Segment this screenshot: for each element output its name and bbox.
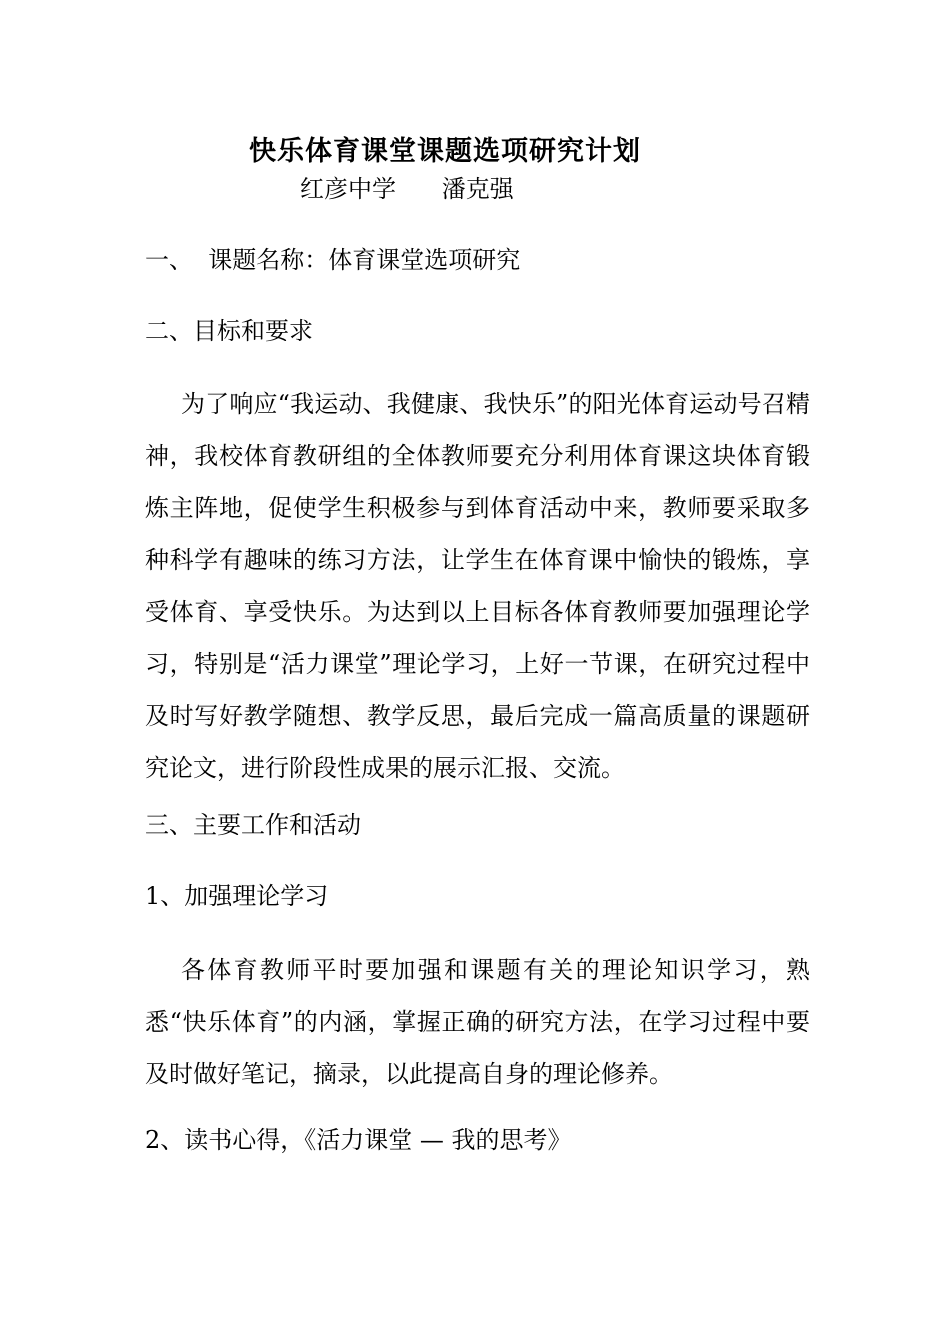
section-heading-1: 一、 课题名称：体育课堂选项研究 bbox=[145, 246, 521, 274]
subsection-item-1: 1、加强理论学习 bbox=[145, 882, 329, 910]
section-heading-2: 二、目标和要求 bbox=[145, 317, 313, 345]
author-line: 红彦中学 潘克强 bbox=[300, 175, 514, 203]
document-title: 快乐体育课堂课题选项研究计划 bbox=[249, 136, 641, 167]
section-heading-3: 三、主要工作和活动 bbox=[145, 811, 361, 839]
subsection-item-2: 2、读书心得，《活力课堂 — 我的思考》 bbox=[145, 1126, 572, 1154]
theory-study-paragraph: 各体育教师平时要加强和课题有关的理论知识学习，熟悉“快乐体育”的内涵，掌握正确的研究方法，在学习过程中要及时做好笔记，摘录，以此提高自身的理论修养。 bbox=[145, 956, 810, 1088]
goals-paragraph: 为了响应“我运动、我健康、我快乐”的阳光体育运动号召精神，我校体育教研组的全体教师要充分利用体育课这块体育锻炼主阵地，促使学生积极参与到体育活动中来，教师要采取多种科学有趣味的练习方法，让学生在体育课中愉快的锻炼，享受体育、享受快乐。为达到以上目标各体育教师要加强理论学习，特别是“活力课堂”理论学习，上好一节课，在研究过程中及时写好教学随想、教学反思，最后完成一篇高质量的课题研究论文，进行阶段性成果的展示汇报、交流。 bbox=[145, 390, 810, 782]
